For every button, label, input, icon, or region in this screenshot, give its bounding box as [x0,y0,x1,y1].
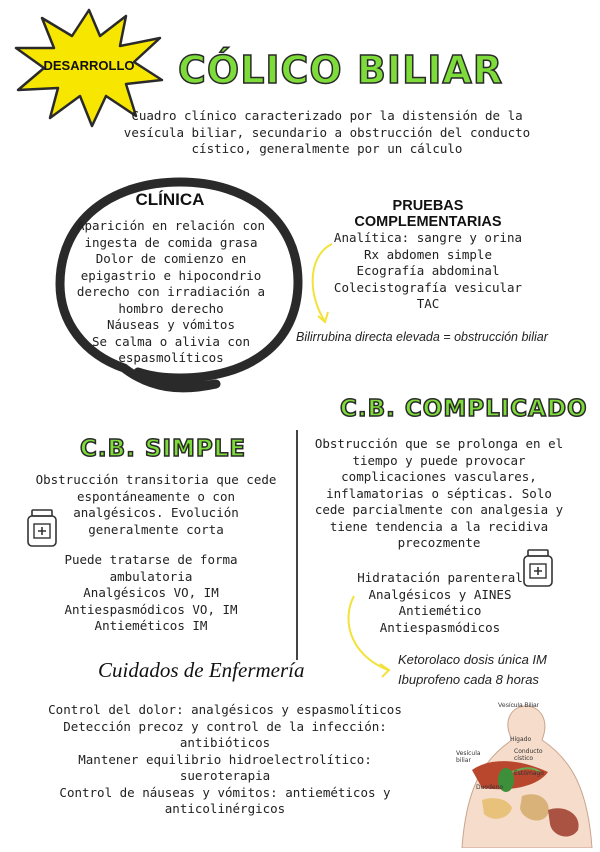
list-item: Control del dolor: analgésicos y espasmolíticos [48,702,402,717]
label-vesicula: Vesícula biliar [456,750,481,764]
pruebas-heading: PRUEBAS COMPLEMENTARIAS [354,198,502,230]
column-divider [296,430,298,660]
list-item: generalmente corta [88,521,224,537]
medicine-bottle-icon [24,508,60,548]
cuidados-heading: Cuidados de Enfermería [98,658,305,682]
list-item: tiene tendencia a la recidiva [329,518,549,534]
simple-treatment [36,552,266,635]
intro-line: vesícula biliar, secundario a obstrucción del conducto [123,124,531,140]
label-higado: Hígado [510,736,532,743]
list-item: Se calma o alivia con [91,333,251,349]
list-item: Puede tratarse de forma [64,552,238,567]
list-item: cede parcialmente con analgesia y [314,502,564,517]
label-conducto: Conducto cístico [514,748,543,762]
bilirrubina-note: Bilirrubina directa elevada = obstrucción biliar [296,330,548,344]
page-title: CÓLICO BILIAR [178,48,504,92]
illustration-title: Vesícula Biliar [498,702,539,709]
clinica-heading: CLÍNICA [135,190,205,209]
list-item: inflamatorias o sépticas. Solo [326,485,552,501]
list-item: Analgésicos y AINES [368,586,512,602]
list-item: tiempo y puede provocar [352,452,526,468]
list-item: Mantener equilibrio hidroelectrolítico: [78,751,372,767]
clinica-list [62,218,280,367]
arrow-icon [338,592,398,682]
list-item: Náuseas y vómitos [107,317,235,332]
list-item: anticolinérgicos [164,801,286,816]
list-item: epigastrio e hipocondrio [80,267,262,283]
intro-line: Cuadro clínico caracterizado por la distensión de la [131,108,523,123]
intro-text [112,108,542,158]
complicado-note [398,650,558,690]
list-item: Obstrucción transitoria que cede [35,472,277,487]
list-item: Detección precoz y control de la infección: [63,718,387,734]
list-item: TAC [416,296,440,311]
list-item: derecho con irradiación a [76,284,266,299]
badge-label: DESARROLLO [43,58,135,73]
list-item: Obstrucción que se prolonga en el [314,436,564,451]
list-item: Hidratación parenteral [357,570,523,585]
list-item: Aparición en relación con [76,218,266,233]
list-item: antibióticos [179,735,271,750]
list-item: ambulatoria [109,568,193,584]
list-item: Antiemético [398,603,482,618]
list-item: Dolor de comienzo en [95,251,247,266]
list-item: hombro derecho [118,300,224,316]
arrow-icon [300,240,340,330]
pruebas-list [318,230,538,313]
list-item: Ecografía abdominal [356,263,500,278]
list-item: Antieméticos IM [94,618,208,633]
simple-desc [26,472,286,538]
list-item: Ibuprofeno cada 8 horas [398,672,539,687]
cuidados-list [40,702,410,818]
gallbladder-illustration [452,700,600,848]
list-item: Ketorolaco dosis única IM [398,652,547,667]
list-item: sueroterapia [179,768,271,783]
list-item: Analítica: sangre y orina [333,230,523,245]
list-item: espasmolíticos [118,350,224,365]
list-item: precozmente [397,535,481,550]
list-item: analgésicos. Evolución [73,505,239,520]
list-item: Antiespasmódicos VO, IM [64,601,238,617]
list-item: ingesta de comida grasa [84,234,258,250]
intro-line: cístico, generalmente por un cálculo [191,141,463,156]
list-item: Analgésicos VO, IM [83,585,219,600]
simple-heading: C.B. SIMPLE [80,436,247,462]
label-duodeno: Duodeno [476,784,504,791]
list-item: complicaciones vasculares, [341,469,537,484]
complicado-heading: C.B. COMPLICADO [340,396,588,422]
list-item: Control de náuseas y vómitos: antieméticos y [59,784,391,800]
list-item: espontáneamente o con [76,488,236,504]
label-estomago: Estómago [514,770,544,777]
complicado-desc [304,436,574,552]
list-item: Antiespasmódicos [379,619,501,635]
medicine-bottle-icon [520,548,556,588]
list-item: Rx abdomen simple [364,246,492,262]
list-item: Colecistografía vesicular [333,279,523,295]
